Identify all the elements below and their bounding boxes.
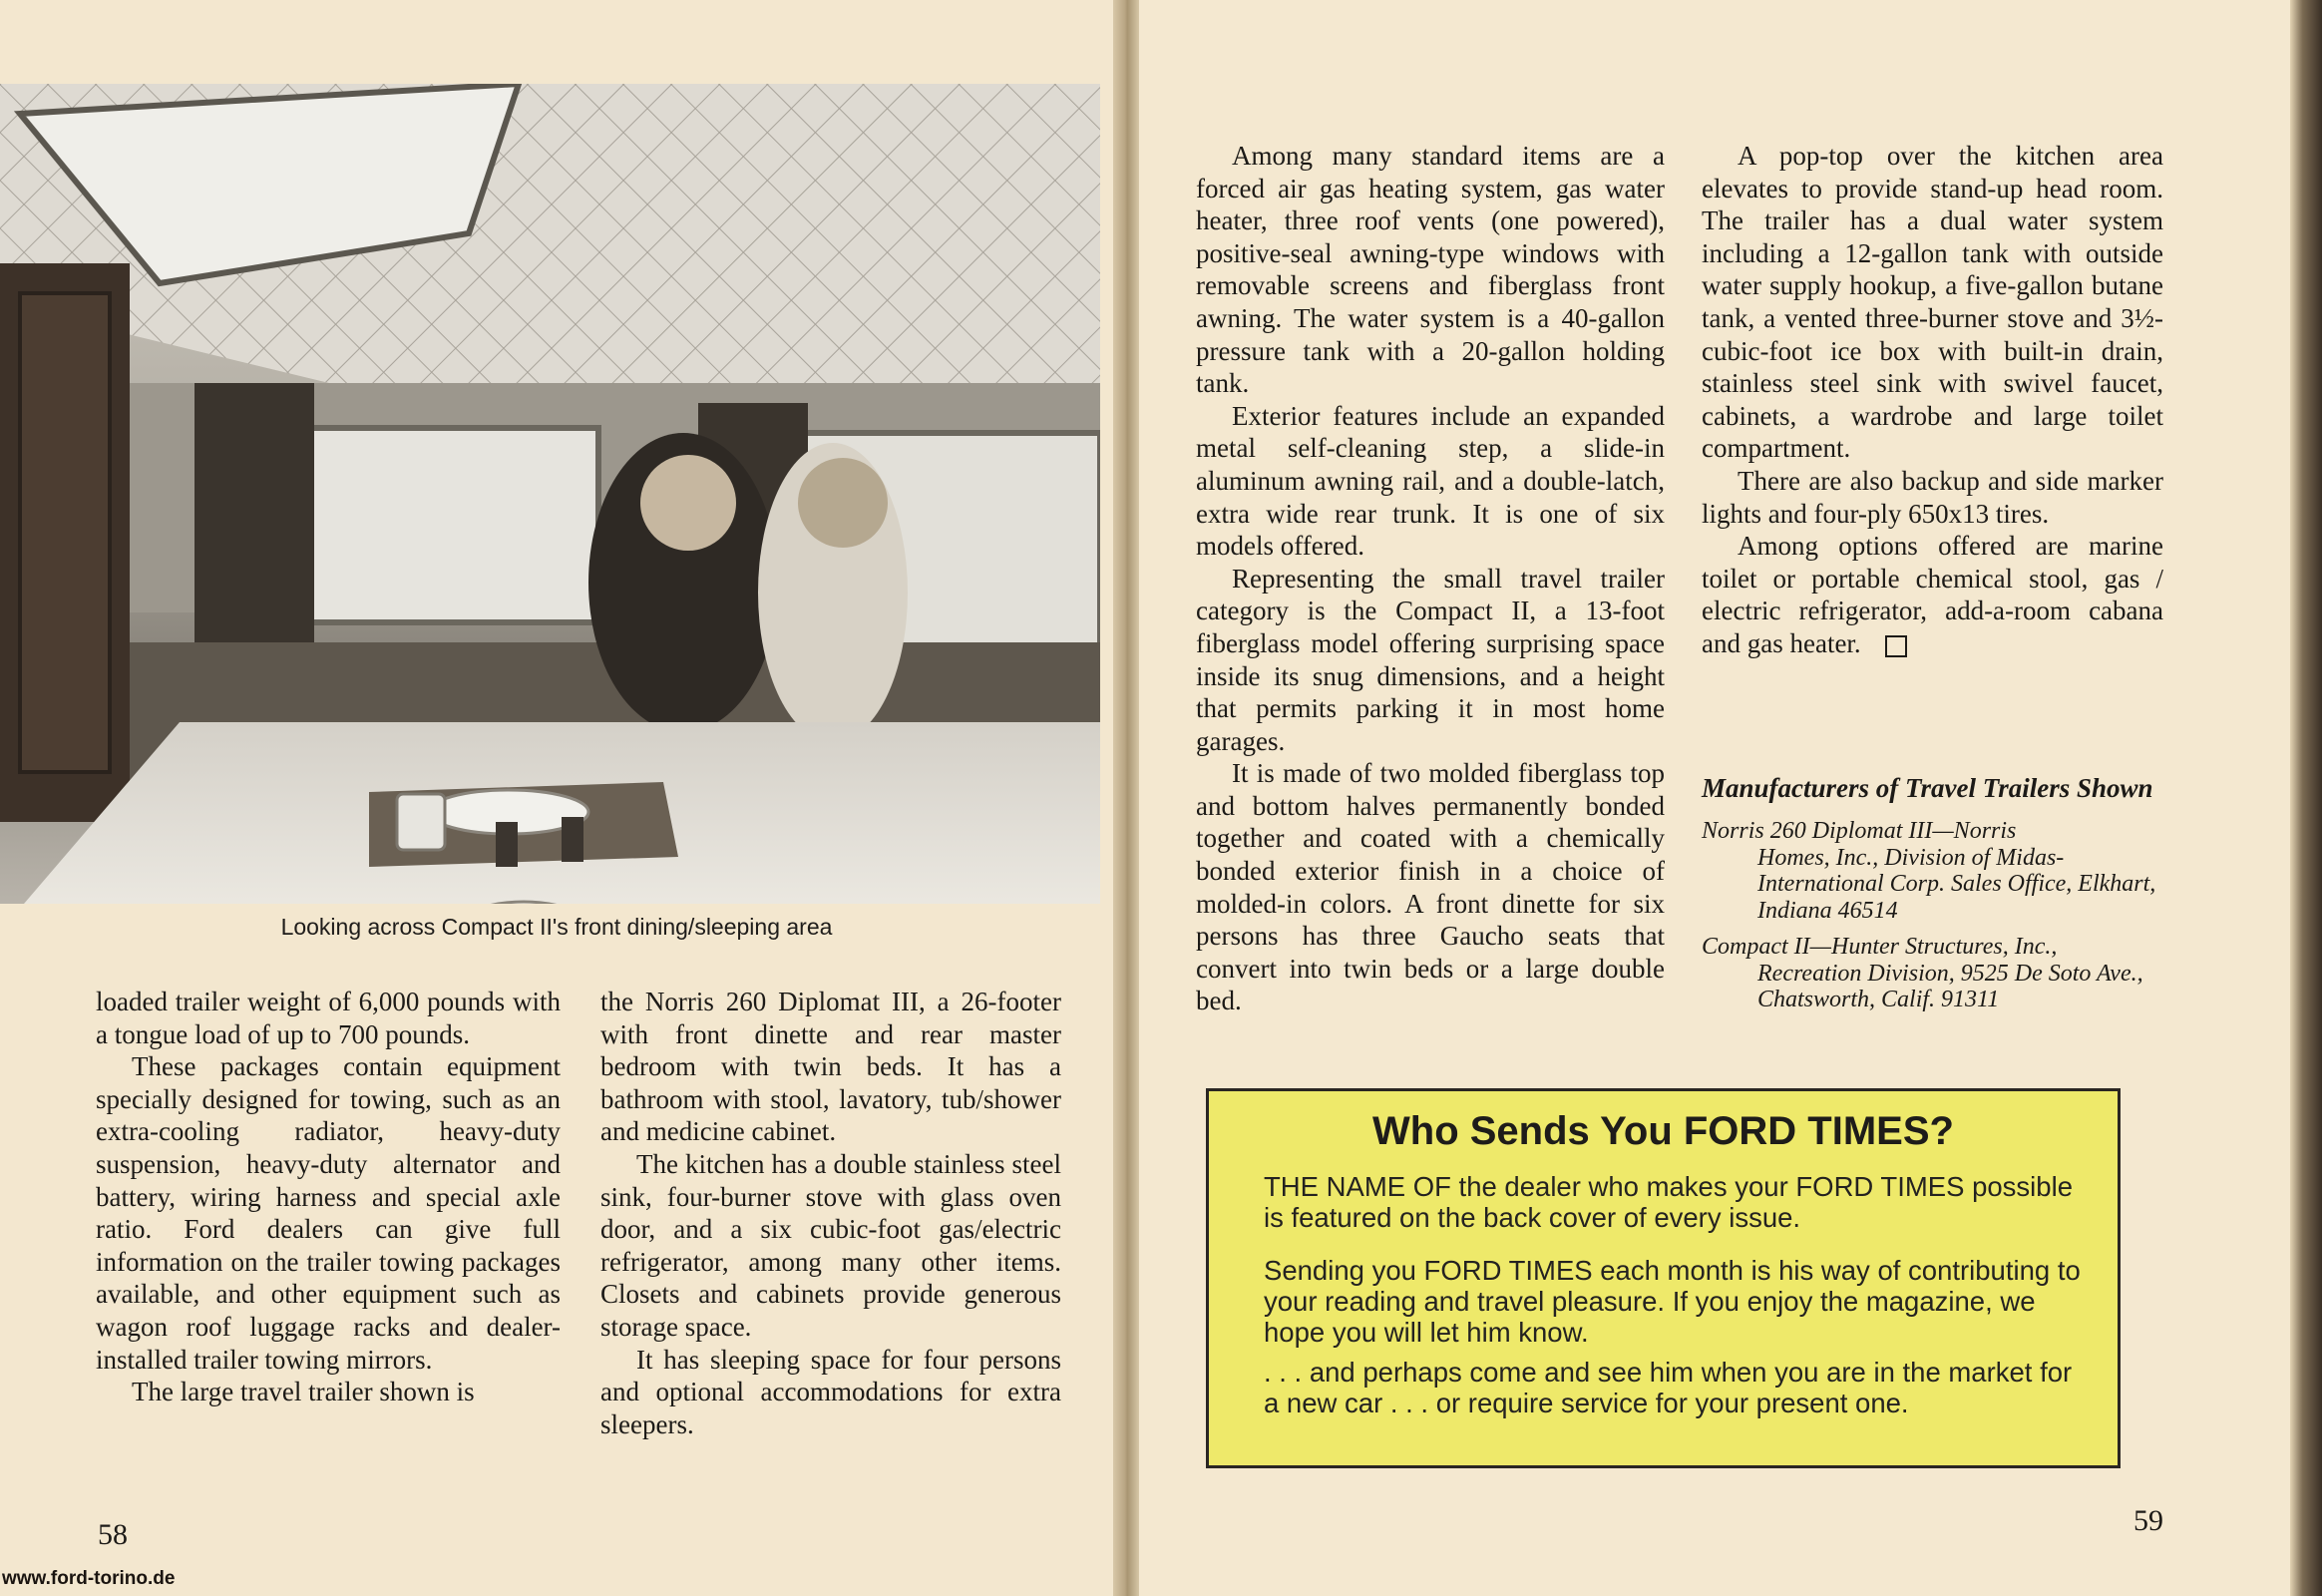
left-column-2 — [600, 986, 1061, 1440]
paragraph: the Norris 260 Diplomat III, a 26-footer with front dinette and rear master bedroom with twin beds. It has a bathroom with stool, lavatory, tub/shower and medicine cabinet. — [600, 987, 1061, 1147]
left-page — [0, 0, 1113, 1596]
manufacturers-list — [1702, 772, 2170, 1023]
photo-caption: Looking across Compact II's front dining/sleeping area — [280, 914, 833, 940]
paragraph: It is made of two molded fiberglass top and bottom halves permanently bonded together and coated with a chemically bonded exterior finish in a choice of molded-in colors. A front dinette for six persons has three Gaucho seats that convert into twin beds or a large double bed. — [1196, 758, 1665, 1016]
manufacturer-name: Norris 260 Diplomat III—Norris — [1702, 818, 2017, 844]
page-number-right: 59 — [2133, 1504, 2163, 1537]
manufacturer-name: Compact II—Hunter Structures, Inc., — [1702, 934, 2058, 960]
book-edge — [2290, 0, 2322, 1596]
manufacturers-title: Manufacturers of Travel Trailers Shown — [1702, 773, 2153, 803]
paragraph: The large travel trailer shown is — [132, 1377, 475, 1407]
paragraph: loaded trailer weight of 6,000 pounds with a tongue load of up to 700 pounds. — [96, 987, 561, 1049]
ford-times-notice-box — [1206, 1088, 2121, 1468]
page-gutter — [1113, 0, 1139, 1596]
manufacturer-address: Homes, Inc., Division of Midas-International Corp. Sales Office, Elkhart, Indiana 46514 — [1757, 844, 2156, 924]
paragraph: There are also backup and side marker lights and four-ply 650x13 tires. — [1702, 465, 2163, 529]
notice-paragraph: THE NAME OF the dealer who makes your FORD TIMES possible is featured on the back cover of every issue. — [1264, 1171, 2073, 1233]
trailer-interior-photo — [0, 84, 1100, 904]
notice-paragraph: . . . and perhaps come and see him when you are in the market for a new car . . . or require service for your present one. — [1264, 1357, 2073, 1418]
paragraph: A pop-top over the kitchen area elevates to provide stand-up head room. The trailer has a dual water system including a 12-gallon tank with outside water supply hookup, a five-gallon butane tank, a vented three-burner stove and 3½-cubic-foot ice box with built-in drain, stainless steel sink with swivel faucet, cabinets, a wardrobe and large toilet compartment. — [1702, 141, 2163, 464]
page-number-left: 58 — [98, 1518, 128, 1551]
paragraph: It has sleeping space for four persons and optional accommodations for extra sleepers. — [600, 1344, 1061, 1439]
notice-title: Who Sends You FORD TIMES? — [1372, 1109, 1954, 1153]
right-column-1 — [1196, 140, 1665, 1017]
paragraph — [1702, 530, 2163, 659]
notice-paragraph: Sending you FORD TIMES each month is his way of contributing to your reading and travel pleasure. If you enjoy the magazine, we hope you will let him know. — [1264, 1255, 2081, 1348]
paragraph: Representing the small travel trailer category is the Compact II, a 13-foot fiberglass model offering surprising space inside its snug dimensions, and a height that permits parking it in most home garages. — [1196, 563, 1665, 756]
manufacturer-entry — [1702, 934, 2170, 1013]
manufacturer-address: Recreation Division, 9525 De Soto Ave., Chatsworth, Calif. 91311 — [1757, 960, 2143, 1012]
end-of-article-icon — [1885, 635, 1907, 657]
paragraph: The kitchen has a double stainless steel sink, four-burner stove with glass oven door, and a six cubic-foot gas/electric refrigerator, among many other items. Closets and cabinets provide generous storage space. — [600, 1148, 1061, 1342]
photo-illustration — [0, 84, 1100, 904]
paragraph: Among many standard items are a forced air gas heating system, gas water heater, three roof vents (one powered), positive-seal awning-type windows with removable screens and fiberglass front awning. The water system is a 40-gallon pressure tank with a 20-gallon holding tank. — [1196, 141, 1665, 399]
paragraph-text: Among options offered are marine toilet or portable chemical stool, gas / electric refrigerator, add-a-room cabana and gas heater. — [1702, 531, 2163, 658]
paragraph: These packages contain equipment specially designed for towing, such as an extra-cooling radiator, heavy-duty suspension, heavy-duty alternator and battery, wiring harness and special axle ratio. Ford dealers can give full information on the trailer towing packages available, and other equipment such as wagon roof luggage racks and dealer-installed trailer towing mirrors. — [96, 1051, 561, 1375]
left-column-1 — [96, 986, 561, 1408]
manufacturer-entry — [1702, 818, 2170, 924]
paragraph: Exterior features include an expanded metal self-cleaning step, a slide-in aluminum awning rail, and a double-latch, extra wide rear trunk. It is one of six models offered. — [1196, 400, 1665, 562]
right-column-2 — [1702, 140, 2163, 660]
website-watermark: www.ford-torino.de — [2, 1568, 176, 1589]
